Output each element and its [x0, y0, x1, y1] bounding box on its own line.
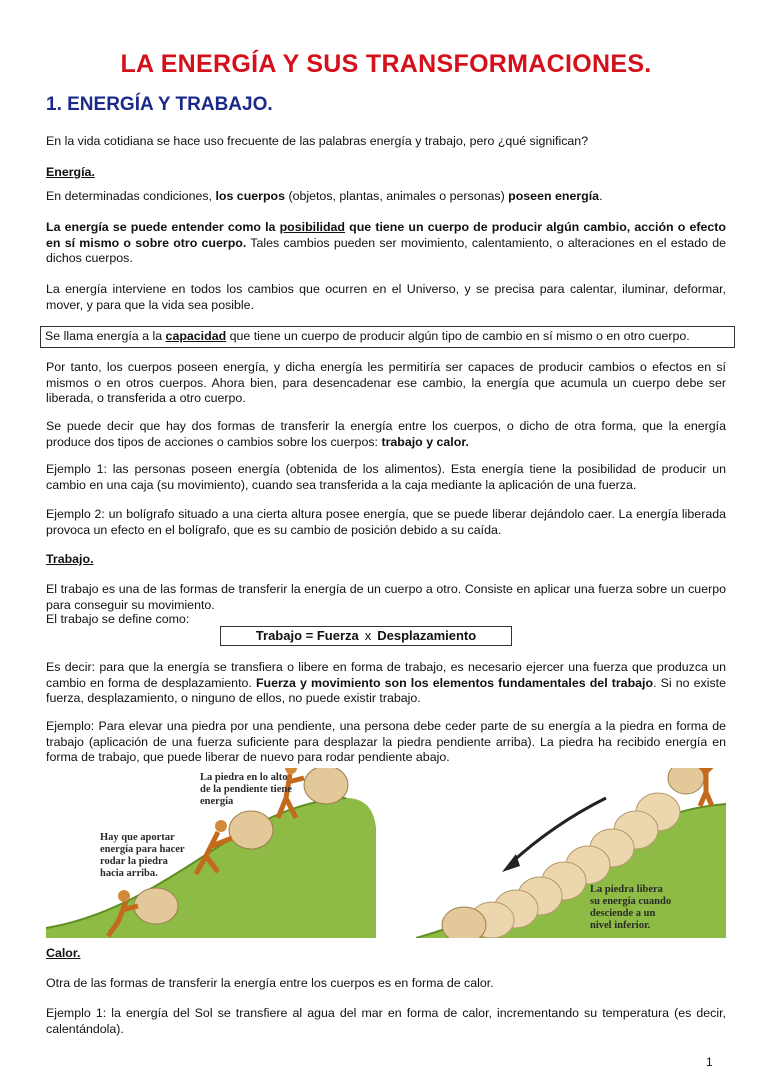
text-run-bold-underline: posibilidad — [279, 220, 345, 234]
energia-paragraph-4: Por tanto, los cuerpos poseen energía, y dicha energía les permitiría ser capaces de producir cambios o efectos en sí mismos o en otros cuerpos. Ahora bien, para desencadenar ese cambio, la energía que acumula un cuerpo debe ser liberada, o transferida a otro cuerpo. — [46, 360, 726, 405]
text-run-bold: que tiene un cuerpo de producir algún cambio, acción o efecto en sí mismo o sobre otro cuerpo. — [46, 220, 726, 250]
text-run-bold-underline: capacidad — [165, 329, 227, 343]
energia-example-1: Ejemplo 1: las personas poseen energía (obtenida de los alimentos). Esta energía tiene la posibilidad de producir un cambio en una caja (su movimiento), cuando sea transferida a la caja mediante la aplicación de una fuerza. — [46, 462, 726, 492]
text-run-bold: trabajo y calor. — [381, 434, 469, 449]
calor-heading — [46, 946, 726, 962]
caption-release: La piedra libera su energía cuando desciende a un nivel inferior. — [590, 884, 672, 931]
calor-paragraph-1: Otra de las formas de transferir la energía entre los cuerpos es en forma de calor. — [46, 976, 494, 990]
calor-example-1: Ejemplo 1: la energía del Sol se transfiere al agua del mar en forma de calor, incrementando su temperatura (es decir, calentándola). — [46, 1006, 726, 1036]
trabajo-formula-box — [220, 626, 512, 646]
rolling-stone-illustration — [46, 768, 726, 938]
left-hill — [46, 798, 376, 938]
text-run: Es decir: para que la energía se transfiera o libere en forma de trabajo, es necesario ejercer una fuerza que produzca un cambio en forma de desplazamiento. — [46, 660, 726, 690]
stone — [442, 907, 486, 938]
calor-heading-text: Calor. — [46, 946, 81, 960]
text-run-bold: poseen energía — [508, 189, 600, 203]
trabajo-paragraph-1: El trabajo es una de las formas de transferir la energía de un cuerpo a otro. Consiste en aplicar una fuerza sobre un cuerpo para conseguir su movimiento. — [46, 582, 726, 612]
section-heading: 1. ENERGÍA Y TRABAJO. — [46, 94, 273, 115]
text-run: Se llama energía a la — [45, 329, 166, 343]
energia-example-2: Ejemplo 2: un bolígrafo situado a una cierta altura posee energía, que se puede liberar dejándolo caer. La energía liberada provoca un efecto en el bolígrafo, que es su cambio de posición debido a su caída. — [46, 507, 726, 537]
text-run: Tales cambios pueden ser movimiento, calentamiento, o alteraciones en el estado de dichos cuerpos. — [46, 235, 726, 265]
text-run: que tiene un cuerpo de producir algún tipo de cambio en sí mismo o en otro cuerpo. — [226, 329, 690, 343]
formula-left: Trabajo = Fuerza — [255, 628, 359, 643]
energia-heading — [46, 165, 726, 181]
energia-heading-text: Energía. — [46, 165, 95, 179]
formula-right: Desplazamiento — [377, 628, 477, 643]
intro-paragraph: En la vida cotidiana se hace uso frecuente de las palabras energía y trabajo, pero ¿qué significan? — [46, 134, 589, 148]
text-run-bold: La energía se puede entender como la — [46, 220, 280, 234]
text-run: En determinadas condiciones, — [46, 189, 216, 203]
text-run: (objetos, plantas, animales o personas) — [285, 189, 509, 203]
stone — [134, 888, 178, 924]
page-title: LA ENERGÍA Y SUS TRANSFORMACIONES. — [120, 50, 652, 78]
caption-top: La piedra en lo alto de la pendiente tiene energía — [200, 772, 292, 807]
text-run: Se puede decir que hay dos formas de transferir la energía entre los cuerpos, o dicho de otra forma, que la energía produce dos tipos de acciones o cambios sobre los cuerpos: — [46, 419, 726, 449]
text-run: . — [599, 189, 603, 203]
energia-paragraph-3: La energía interviene en todos los cambios que ocurren en el Universo, y se precisa para calentar, iluminar, deformar, mover, y para que la vida sea posible. — [46, 282, 726, 312]
text-run: . Si no existe fuerza, desplazamiento, o ninguno de ellos, no puede existir trabajo. — [46, 675, 726, 705]
energia-paragraph-5 — [46, 419, 726, 450]
energia-paragraph-2 — [46, 220, 726, 267]
trabajo-heading — [46, 552, 726, 568]
caption-push: Hay que aportar energía para hacer rodar la piedra hacia arriba. — [100, 832, 185, 879]
trabajo-example: Ejemplo: Para elevar una piedra por una pendiente, una persona debe ceder parte de su energía a la piedra en forma de trabajo (aplicación de una fuerza suficiente para desplazar la piedra pendiente arriba). La piedra ha recibido energía en forma de trabajo, que puede liberar de nuevo para rodar pendiente abajo. — [46, 719, 726, 764]
text-run-bold: los cuerpos — [215, 189, 285, 203]
trabajo-paragraph-3 — [46, 660, 726, 707]
stone — [668, 768, 704, 794]
stone-top — [304, 768, 348, 804]
energia-definition-box — [40, 326, 735, 348]
formula-operator: x — [364, 628, 372, 643]
trabajo-heading-text: Trabajo. — [46, 552, 94, 566]
page-number: 1 — [706, 1055, 713, 1069]
stone — [229, 811, 273, 849]
trabajo-paragraph-2: El trabajo se define como: — [46, 612, 190, 626]
text-run-bold: Fuerza y movimiento son los elementos fundamentales del trabajo — [255, 675, 654, 690]
energia-paragraph-1 — [46, 189, 726, 205]
